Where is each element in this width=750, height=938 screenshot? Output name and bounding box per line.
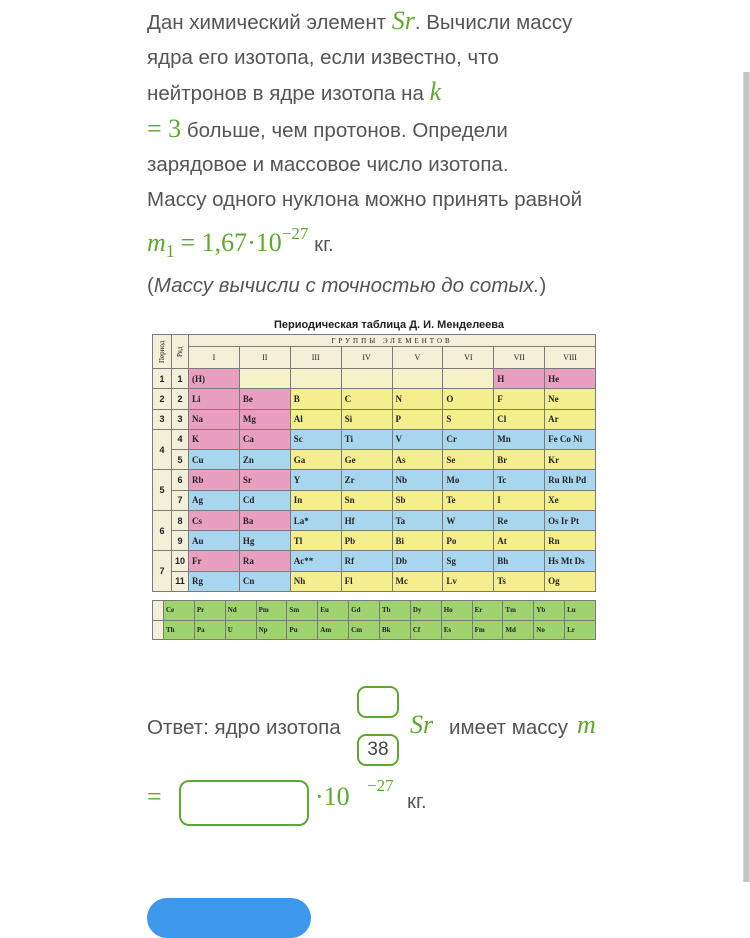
lanthanide-cell: Yb: [534, 601, 564, 620]
group-header: I: [189, 347, 239, 368]
element-cell: Nb: [393, 470, 443, 489]
actinide-cell: Pa: [195, 621, 225, 640]
empty-cell: [393, 369, 443, 388]
element-cell: Zr: [342, 470, 392, 489]
element-cell: Fr: [189, 551, 239, 570]
element-cell: Kr: [545, 450, 595, 469]
element-cell: Mo: [443, 470, 493, 489]
element-cell: Sr: [240, 470, 290, 489]
element-cell: Br: [494, 450, 544, 469]
period-number: 4: [153, 430, 171, 470]
element-cell: Po: [443, 531, 493, 550]
row-number: 1: [172, 369, 188, 388]
unit: кг.: [314, 233, 334, 256]
element-cell: O: [443, 389, 493, 408]
actinide-cell: Fm: [473, 621, 503, 640]
actinide-cell: Pu: [287, 621, 317, 640]
element-cell: Se: [443, 450, 493, 469]
actinide-cell: Cm: [349, 621, 379, 640]
element-cell: He: [545, 369, 595, 388]
task-hint: [147, 269, 607, 304]
actinide-cell: Am: [318, 621, 348, 640]
lanthanide-cell: Lu: [565, 601, 595, 620]
group-header: VIII: [545, 347, 595, 368]
charge-number-input[interactable]: 38: [357, 734, 399, 766]
period-number: 7: [153, 551, 171, 591]
actinide-cell: Np: [257, 621, 287, 640]
lanthanide-cell: Nd: [226, 601, 256, 620]
scrollbar[interactable]: [743, 72, 750, 882]
element-cell: Rg: [189, 572, 239, 591]
answer-element: Sr: [410, 710, 434, 739]
row-number: 8: [172, 511, 188, 530]
element-cell: Bi: [393, 531, 443, 550]
lanthanide-cell: Dy: [411, 601, 441, 620]
lanthanide-cell: Pr: [195, 601, 225, 620]
element-cell: Sc: [291, 430, 341, 449]
element-cell: Lv: [443, 572, 493, 591]
mass-mantissa-input[interactable]: [179, 780, 309, 826]
element-cell: Tl: [291, 531, 341, 550]
element-cell: I: [494, 491, 544, 510]
element-cell: Og: [545, 572, 595, 591]
answer-m-symbol: m: [577, 710, 596, 739]
element-cell: B: [291, 389, 341, 408]
lanthanide-cell: Er: [473, 601, 503, 620]
answer-equals: =: [147, 782, 162, 811]
element-cell: Os Ir Pt: [545, 511, 595, 530]
element-cell: Ga: [291, 450, 341, 469]
actinide-cell: Lr: [565, 621, 595, 640]
task-line-6: Массу одного нуклона можно принять равной: [147, 187, 583, 211]
element-cell: Ts: [494, 572, 544, 591]
periodic-table-title: Периодическая таблица Д. И. Менделеева: [273, 319, 505, 331]
empty-cell: [443, 369, 493, 388]
element-cell: Re: [494, 511, 544, 530]
mass-number-input[interactable]: [357, 686, 399, 718]
element-cell: Hf: [342, 511, 392, 530]
lanthanide-cell: Tm: [503, 601, 533, 620]
element-cell: Na: [189, 410, 239, 429]
lanthanide-cell: Gd: [349, 601, 379, 620]
lanthanide-cell: Eu: [318, 601, 348, 620]
answer-mass-text: имеет массу: [449, 716, 568, 739]
empty-cell: [240, 369, 290, 388]
period-number: 6: [153, 511, 171, 551]
task-text-part: Дан химический элемент: [147, 11, 392, 34]
group-header: V: [393, 347, 443, 368]
period-header: Период: [153, 335, 171, 368]
answer-exponent: −27: [367, 776, 394, 795]
element-cell: Rf: [342, 551, 392, 570]
empty-cell: [291, 369, 341, 388]
element-cell: Pb: [342, 531, 392, 550]
element-cell: Ra: [240, 551, 290, 570]
element-cell: La*: [291, 511, 341, 530]
element-cell: Xe: [545, 491, 595, 510]
element-cell: At: [494, 531, 544, 550]
task-line-2: ядра его изотопа, если известно, что: [147, 45, 499, 69]
period-number: 3: [153, 410, 171, 429]
answer-unit: кг.: [407, 790, 427, 813]
element-cell: Hs Mt Ds: [545, 551, 595, 570]
element-cell: Au: [189, 531, 239, 550]
element-cell: Ag: [189, 491, 239, 510]
periodic-table-figure: [152, 316, 596, 640]
task-line-7: [147, 217, 607, 269]
empty-cell: [342, 369, 392, 388]
answer-prefix: Ответ: ядро изотопа: [147, 716, 341, 739]
element-cell: Ba: [240, 511, 290, 530]
group-header: IV: [342, 347, 392, 368]
element-cell: K: [189, 430, 239, 449]
task-line-1: [147, 4, 607, 41]
element-cell: Li: [189, 389, 239, 408]
element-cell: Cs: [189, 511, 239, 530]
element-cell: Ar: [545, 410, 595, 429]
element-cell: As: [393, 450, 443, 469]
element-cell: (H): [189, 369, 239, 388]
element-cell: Ac**: [291, 551, 341, 570]
task-text-part: больше, чем протонов. Определи: [181, 118, 508, 142]
task-text-part: . Вычисли массу: [414, 11, 573, 34]
element-cell: W: [443, 511, 493, 530]
element-cell: Tc: [494, 470, 544, 489]
lanthanides-label: [153, 601, 163, 620]
element-cell: Nh: [291, 572, 341, 591]
element-cell: H: [494, 369, 544, 388]
actinides-label: [153, 621, 163, 640]
element-symbol: Sr: [391, 6, 415, 35]
element-cell: Cr: [443, 430, 493, 449]
element-cell: Rn: [545, 531, 595, 550]
row-number: 10: [172, 551, 188, 570]
k-value: = 3: [147, 113, 182, 143]
element-cell: Cn: [240, 572, 290, 591]
task-line-5: зарядовое и массовое число изотопа.: [147, 153, 509, 176]
actinide-cell: No: [534, 621, 564, 640]
element-cell: F: [494, 389, 544, 408]
hint-paren-open: (: [147, 273, 154, 297]
element-cell: Bh: [494, 551, 544, 570]
actinide-cell: Bk: [380, 621, 410, 640]
element-cell: Db: [393, 551, 443, 570]
element-cell: In: [291, 491, 341, 510]
m1-symbol: m: [147, 228, 166, 257]
element-cell: Mg: [240, 410, 290, 429]
element-cell: P: [393, 410, 443, 429]
element-cell: Ti: [342, 430, 392, 449]
answer-multiplier: ·10: [315, 782, 350, 811]
row-number: 6: [172, 470, 188, 489]
element-cell: Ne: [545, 389, 595, 408]
group-header: III: [291, 347, 341, 368]
lanthanide-cell: Tb: [380, 601, 410, 620]
answer-line-1: [147, 712, 607, 772]
element-cell: Al: [291, 410, 341, 429]
element-cell: C: [342, 389, 392, 408]
element-cell: S: [443, 410, 493, 429]
actinide-cell: Th: [164, 621, 194, 640]
row-header: Ряд: [172, 335, 188, 368]
element-cell: Mc: [393, 572, 443, 591]
element-cell: Ca: [240, 430, 290, 449]
element-cell: Cu: [189, 450, 239, 469]
lanthanide-cell: Ho: [442, 601, 472, 620]
task-line-4: [147, 112, 607, 149]
period-number: 5: [153, 470, 171, 510]
lanthanide-cell: Pm: [257, 601, 287, 620]
actinide-cell: Es: [442, 621, 472, 640]
row-number: 9: [172, 531, 188, 550]
element-cell: V: [393, 430, 443, 449]
hint-text: Массу вычисли с точностью до сотых.: [153, 273, 540, 297]
lanthanide-cell: Sm: [287, 601, 317, 620]
row-number: 2: [172, 389, 188, 408]
row-number: 3: [172, 410, 188, 429]
group-header: VII: [494, 347, 544, 368]
element-cell: Sn: [342, 491, 392, 510]
hint-paren-close: ): [539, 273, 547, 297]
row-number: 5: [172, 450, 188, 469]
element-cell: Y: [291, 470, 341, 489]
element-cell: Cl: [494, 410, 544, 429]
element-cell: Sb: [393, 491, 443, 510]
scrollbar-thumb[interactable]: [744, 72, 749, 882]
row-number: 4: [172, 430, 188, 449]
element-cell: Fl: [342, 572, 392, 591]
element-cell: Rb: [189, 470, 239, 489]
lanthanide-cell: Ce: [164, 601, 194, 620]
element-cell: N: [393, 389, 443, 408]
task-text: [147, 4, 607, 303]
element-cell: Zn: [240, 450, 290, 469]
row-number: 7: [172, 491, 188, 510]
task-text-part: нейтронов в ядре изотопа на: [147, 82, 430, 105]
task-line-3: [147, 75, 607, 112]
lanthanides-actinides-table: [152, 600, 596, 640]
element-cell: Cd: [240, 491, 290, 510]
m1-subscript: 1: [165, 241, 175, 261]
actinide-cell: Cf: [411, 621, 441, 640]
actinide-cell: Md: [503, 621, 533, 640]
submit-button[interactable]: [147, 898, 311, 938]
k-symbol: k: [429, 77, 442, 106]
period-number: 1: [153, 369, 171, 388]
element-cell: Ta: [393, 511, 443, 530]
row-number: 11: [172, 572, 188, 591]
answer-line-2: [147, 776, 607, 840]
element-cell: Te: [443, 491, 493, 510]
element-cell: Fe Co Ni: [545, 430, 595, 449]
group-header: II: [240, 347, 290, 368]
m1-value: = 1,67·10: [180, 228, 282, 257]
element-cell: Hg: [240, 531, 290, 550]
element-cell: Ge: [342, 450, 392, 469]
group-header: VI: [443, 347, 493, 368]
actinide-cell: U: [226, 621, 256, 640]
m1-exponent: −27: [281, 224, 309, 243]
element-cell: Ru Rh Pd: [545, 470, 595, 489]
element-cell: Sg: [443, 551, 493, 570]
period-number: 2: [153, 389, 171, 408]
element-cell: Be: [240, 389, 290, 408]
groups-header: ГРУППЫ ЭЛЕМЕНТОВ: [189, 335, 595, 346]
periodic-table: [152, 334, 596, 592]
element-cell: Mn: [494, 430, 544, 449]
element-cell: Si: [342, 410, 392, 429]
